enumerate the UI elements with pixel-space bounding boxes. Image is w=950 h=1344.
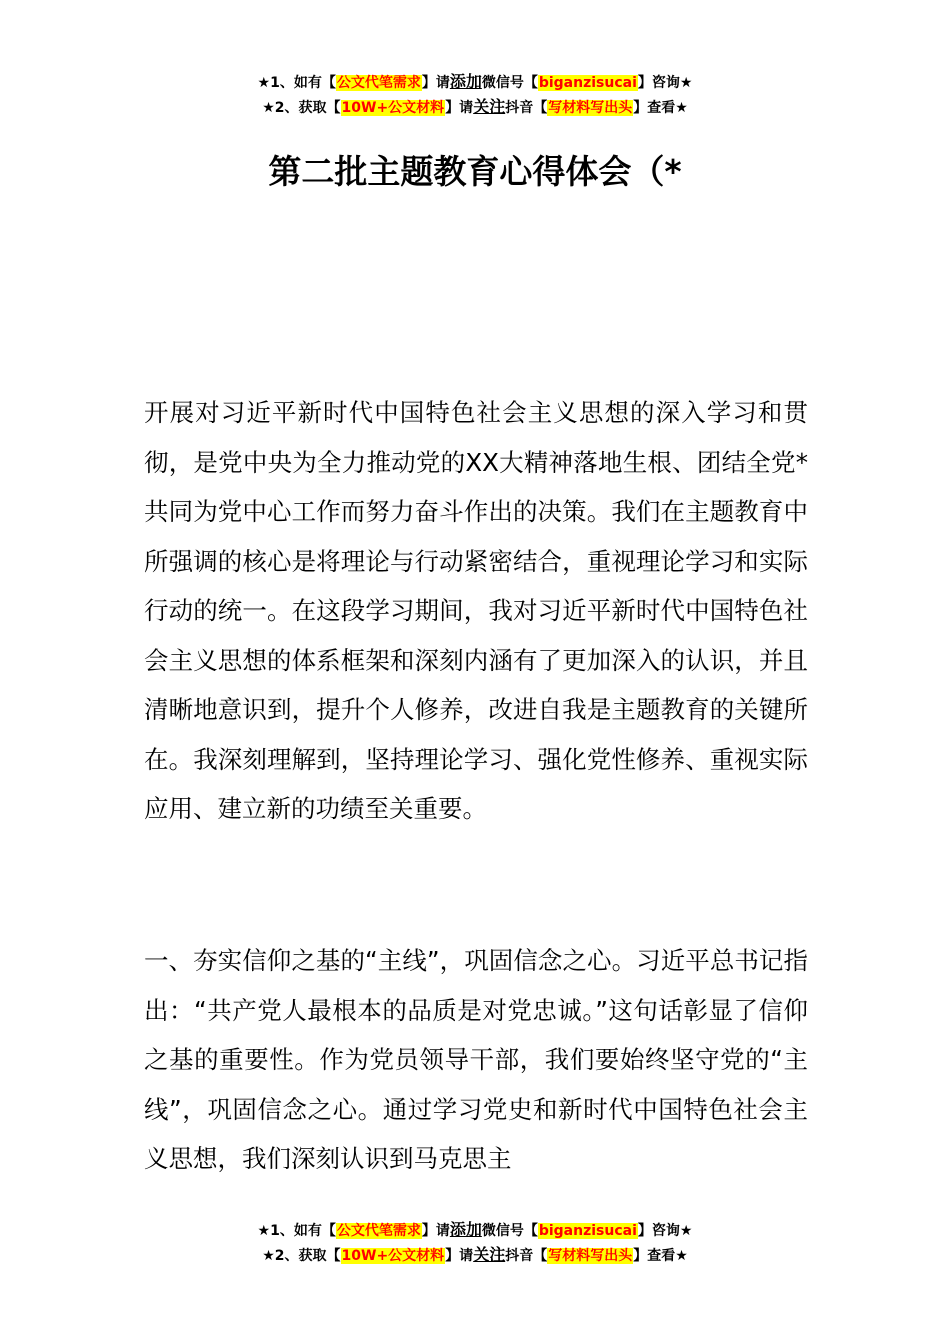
footer-ad-line-2-prefix: ★2、获取【 [262, 1248, 341, 1264]
ad-line-1-prefix: ★1、如有【 [257, 75, 336, 91]
footer-ad-line-1-mid1: 】请 [421, 1223, 450, 1239]
footer-ad-line-2-suffix: 】查看★ [633, 1248, 688, 1264]
ad-highlight-douyin-account: 写材料写出头 [548, 100, 633, 116]
ad-highlight-materials: 10W+公文材料 [341, 100, 445, 116]
footer-ad-highlight-writing-service: 公文代笔需求 [336, 1223, 421, 1239]
footer-ad-line-2-mid2: 抖音【 [505, 1248, 548, 1264]
ad-highlight-wechat-id: biganzisucai [538, 75, 637, 91]
body-paragraph-2: 一、夯实信仰之基的“主线”，巩固信念之心。习近平总书记指出：“共产党人最根本的品质是对党忠诚。”这句话彰显了信仰之基的重要性。作为党员领导干部，我们要始终坚守党的“主线”，巩固信念之心。通过学习党史和新时代中国特色社会主义思想，我们深刻认识到马克思主 [144, 946, 808, 1173]
document-title: 第二批主题教育心得体会（* [268, 152, 682, 191]
ad-line-2-prefix: ★2、获取【 [262, 100, 341, 116]
footer-ad-line-2 [0, 1243, 950, 1268]
footer-ad-line-1-mid2: 微信号【 [481, 1223, 538, 1239]
ad-line-2 [0, 95, 950, 120]
ad-highlight-writing-service: 公文代笔需求 [336, 75, 421, 91]
ad-line-1-mid2: 微信号【 [481, 75, 538, 91]
footer-ad-line-2-mid1: 】请 [445, 1248, 474, 1264]
footer-ad-emph-add: 添加 [449, 1220, 482, 1239]
ad-line-2-mid1: 】请 [445, 100, 474, 116]
footer-ad-line-1 [0, 1218, 950, 1243]
ad-emph-follow: 关注 [473, 97, 506, 116]
footer-ad-highlight-wechat-id: biganzisucai [538, 1223, 637, 1239]
footer-ad-emph-follow: 关注 [473, 1245, 506, 1264]
header-ad [0, 70, 950, 120]
footer-ad [0, 1218, 950, 1268]
footer-ad-highlight-materials: 10W+公文材料 [341, 1248, 445, 1264]
footer-ad-highlight-douyin-account: 写材料写出头 [548, 1248, 633, 1264]
ad-line-2-mid2: 抖音【 [505, 100, 548, 116]
ad-line-1-suffix: 】咨询★ [637, 75, 693, 91]
footer-ad-line-1-suffix: 】咨询★ [637, 1223, 693, 1239]
ad-line-1 [0, 70, 950, 95]
ad-line-2-suffix: 】查看★ [633, 100, 688, 116]
footer-ad-line-1-prefix: ★1、如有【 [257, 1223, 336, 1239]
body-paragraph-1: 开展对习近平新时代中国特色社会主义思想的深入学习和贯彻，是党中央为全力推动党的XX大精神落地生根、团结全党*共同为党中心工作而努力奋斗作出的决策。我们在主题教育中所强调的核心是将理论与行动紧密结合，重视理论学习和实际行动的统一。在这段学习期间，我对习近平新时代中国特色社会主义思想的体系框架和深刻内涵有了更加深入的认识，并且清晰地意识到，提升个人修养，改进自我是主题教育的关键所在。我深刻理解到，坚持理论学习、强化党性修养、重视实际应用、建立新的功绩至关重要。 [144, 398, 808, 823]
ad-line-1-mid1: 】请 [421, 75, 450, 91]
ad-emph-add: 添加 [449, 72, 482, 91]
